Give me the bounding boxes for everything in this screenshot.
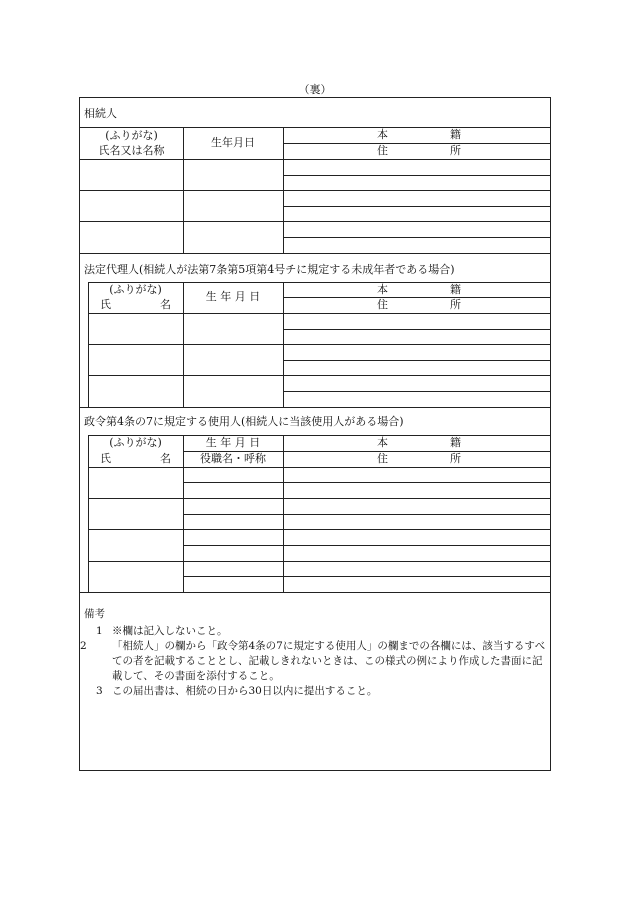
address-header: 所 [450, 144, 461, 157]
name-header: 名 [160, 298, 171, 311]
divider [283, 297, 550, 298]
note-item: 3 この届出書は、相続の日から30日以内に提出すること。 [96, 685, 378, 697]
form-table [79, 97, 551, 771]
divider [88, 529, 550, 530]
divider [88, 375, 550, 376]
birth-header: 生 年 月 日 [205, 290, 261, 303]
divider [80, 221, 550, 222]
domicile-header: 籍 [450, 436, 461, 449]
name-header: 氏 [100, 298, 111, 311]
name-header: 氏 [100, 452, 111, 465]
divider [183, 545, 550, 546]
divider [80, 592, 550, 593]
furigana-header: (ふりがな) [109, 283, 162, 296]
name-header: 氏名又は名称 [98, 144, 165, 157]
divider [88, 313, 550, 314]
divider [88, 435, 89, 592]
address-header: 住 [377, 452, 388, 465]
divider [88, 467, 550, 468]
notes [80, 607, 546, 699]
divider [283, 391, 550, 392]
domicile-header: 本 [377, 283, 388, 296]
section-label-heirs: 相続人 [84, 107, 117, 120]
birth-header: 生 年 月 日 [205, 436, 261, 449]
domicile-header: 本 [377, 436, 388, 449]
divider [183, 576, 550, 577]
divider [80, 159, 550, 160]
domicile-header: 籍 [450, 283, 461, 296]
divider [80, 407, 550, 408]
divider [283, 206, 550, 207]
divider [283, 237, 550, 238]
divider [88, 344, 550, 345]
divider [183, 482, 550, 483]
address-header: 所 [450, 452, 461, 465]
name-header: 名 [160, 452, 171, 465]
notes-title: 備考 [84, 608, 105, 620]
birth-header: 生年月日 [211, 136, 255, 149]
divider [88, 561, 550, 562]
divider [183, 514, 550, 515]
note-item: 2 「相続人」の欄から「政令第4条の7に規定する使用人」の欄までの各欄には、該当するすべての者を記載することとし、記載しきれないときは、この様式の例により作成した書面に記載して、その書面を添付すること。 [80, 640, 546, 682]
note-item: 1 ※欄は記入しないこと。 [96, 625, 228, 637]
divider [80, 253, 550, 254]
divider [283, 143, 550, 144]
address-header: 住 [377, 298, 388, 311]
domicile-header: 籍 [450, 128, 461, 141]
divider [283, 329, 550, 330]
furigana-header: (ふりがな) [105, 129, 158, 142]
domicile-header: 本 [377, 128, 388, 141]
address-header: 所 [450, 298, 461, 311]
divider [80, 190, 550, 191]
divider [283, 175, 550, 176]
furigana-header: (ふりがな) [109, 436, 162, 449]
divider [80, 127, 550, 128]
section-label-employee: 政令第4条の7に規定する使用人(相続人に当該使用人がある場合) [84, 415, 404, 428]
position-header: 役職名・呼称 [200, 452, 266, 465]
section-label-legal-rep: 法定代理人(相続人が法第7条第5項第4号チに規定する未成年者である場合) [84, 263, 455, 276]
divider [88, 498, 550, 499]
page-title: （裏） [298, 83, 332, 96]
divider [283, 360, 550, 361]
address-header: 住 [377, 144, 388, 157]
